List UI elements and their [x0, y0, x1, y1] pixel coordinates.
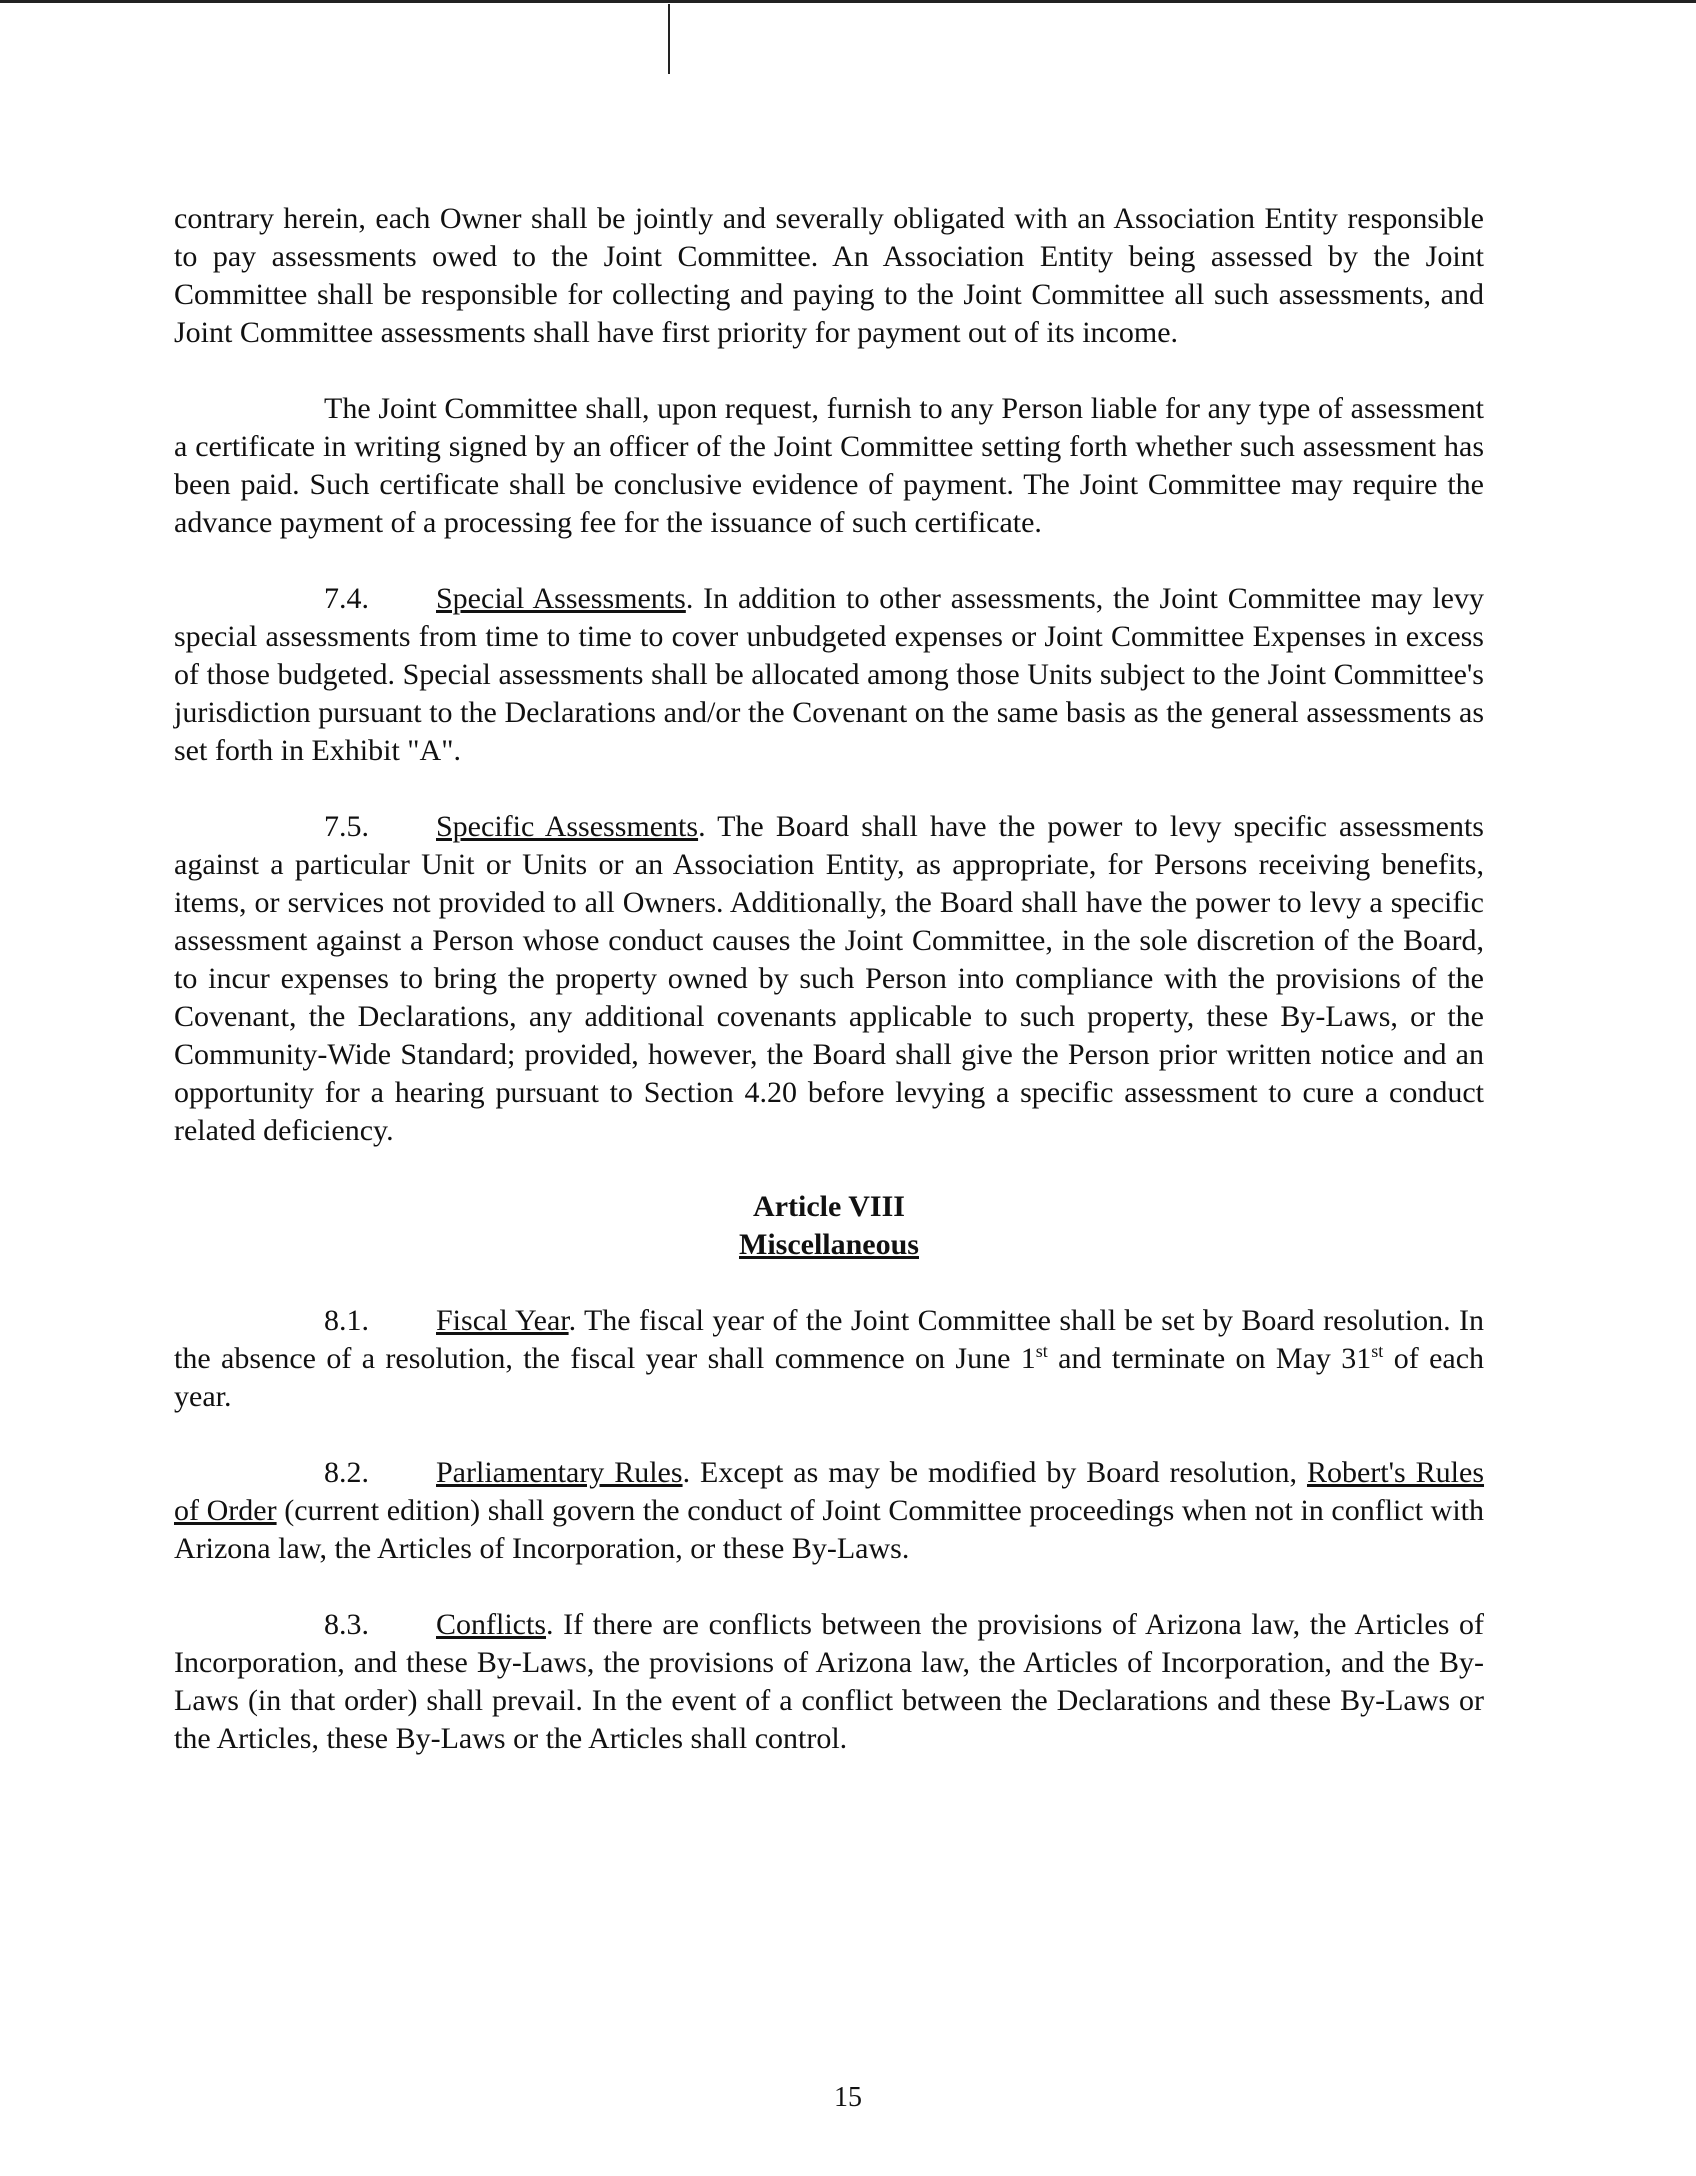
- section-7-4: [174, 580, 1484, 770]
- section-number: 8.2.: [324, 1456, 369, 1489]
- document-body: [174, 200, 1484, 1796]
- section-text: . The Board shall have the power to levy specific assessments against a particular Unit or Units or an Association Entity, as appropriate, for Persons receiving benefits, items, or services not provided to all Owners. Additionally, the Board shall have the power to levy a specific assessment against a Person whose conduct causes the Joint Committee, in the sole discretion of the Board, to incur expenses to bring the property owned by such Person into compliance with the provisions of the Covenant, the Declarations, any additional covenants applicable to such property, these By-Laws, or the Community-Wide Standard; provided, however, the Board shall give the Person prior written notice and an opportunity for a hearing pursuant to Section 4.20 before levying a specific assessment to cure a conduct related deficiency.: [174, 810, 1484, 1147]
- scan-top-edge: [0, 0, 1696, 3]
- paragraph-continuation: contrary herein, each Owner shall be jointly and severally obligated with an Association Entity responsible to pay assessments owed to the Joint Committee. An Association Entity being assessed by the Joint Committee shall be responsible for collecting and paying to the Joint Committee all such assessments, and Joint Committee assessments shall have first priority for payment out of its income.: [174, 202, 1484, 349]
- paragraph-certificate: The Joint Committee shall, upon request, furnish to any Person liable for any type of assessment a certificate in writing signed by an officer of the Joint Committee setting forth whether such assessment has been paid. Such certificate shall be conclusive evidence of payment. The Joint Committee may require the advance payment of a processing fee for the issuance of such certificate.: [174, 392, 1484, 539]
- section-heading: Conflicts: [436, 1608, 546, 1641]
- ordinal-suffix: st: [1035, 1341, 1048, 1361]
- article-heading: [174, 1188, 1484, 1264]
- section-heading: Fiscal Year: [436, 1304, 569, 1337]
- section-text: . The fiscal year of the Joint Committee shall be set by Board resolution. In the absence of a resolution, the fiscal year shall commence on June 1: [174, 1304, 1484, 1375]
- book-title: Robert's Rules of Order: [174, 1456, 1485, 1527]
- section-heading: Special Assessments: [436, 582, 686, 615]
- section-number: 7.5.: [324, 810, 369, 843]
- section-text: of each year.: [174, 1342, 1485, 1413]
- section-heading: Specific Assessments: [436, 810, 699, 843]
- section-number: 8.3.: [324, 1608, 369, 1641]
- section-text: and terminate on May 31: [1047, 1342, 1372, 1375]
- ordinal-suffix: st: [1371, 1341, 1384, 1361]
- article-subtitle: Miscellaneous: [739, 1228, 919, 1261]
- section-heading: Parliamentary Rules: [436, 1456, 683, 1489]
- page-number: 15: [834, 2082, 862, 2113]
- section-text: (current edition) shall govern the conduct of Joint Committee proceedings when not in conflict with Arizona law, the Articles of Incorporation, or these By-Laws.: [174, 1494, 1484, 1565]
- section-8-3: [174, 1606, 1484, 1758]
- scan-margin-mark: [668, 4, 670, 74]
- section-8-1: [174, 1302, 1484, 1416]
- section-number: 7.4.: [324, 582, 369, 615]
- section-text: . Except as may be modified by Board resolution,: [682, 1456, 1307, 1489]
- section-7-5: [174, 808, 1484, 1150]
- section-text: . If there are conflicts between the provisions of Arizona law, the Articles of Incorporation, and these By-Laws, the provisions of Arizona law, the Articles of Incorporation, and the By-Laws (in that order) shall prevail. In the event of a conflict between the Declarations and these By-Laws or the Articles, these By-Laws or the Articles shall control.: [174, 1608, 1484, 1755]
- section-8-2: [174, 1454, 1484, 1568]
- section-number: 8.1.: [324, 1304, 369, 1337]
- section-text: . In addition to other assessments, the Joint Committee may levy special assessments from time to time to cover unbudgeted expenses or Joint Committee Expenses in excess of those budgeted. Special assessments shall be allocated among those Units subject to the Joint Committee's jurisdiction pursuant to the Declarations and/or the Covenant on the same basis as the general assessments as set forth in Exhibit "A".: [174, 582, 1484, 767]
- article-title: Article VIII: [753, 1190, 905, 1223]
